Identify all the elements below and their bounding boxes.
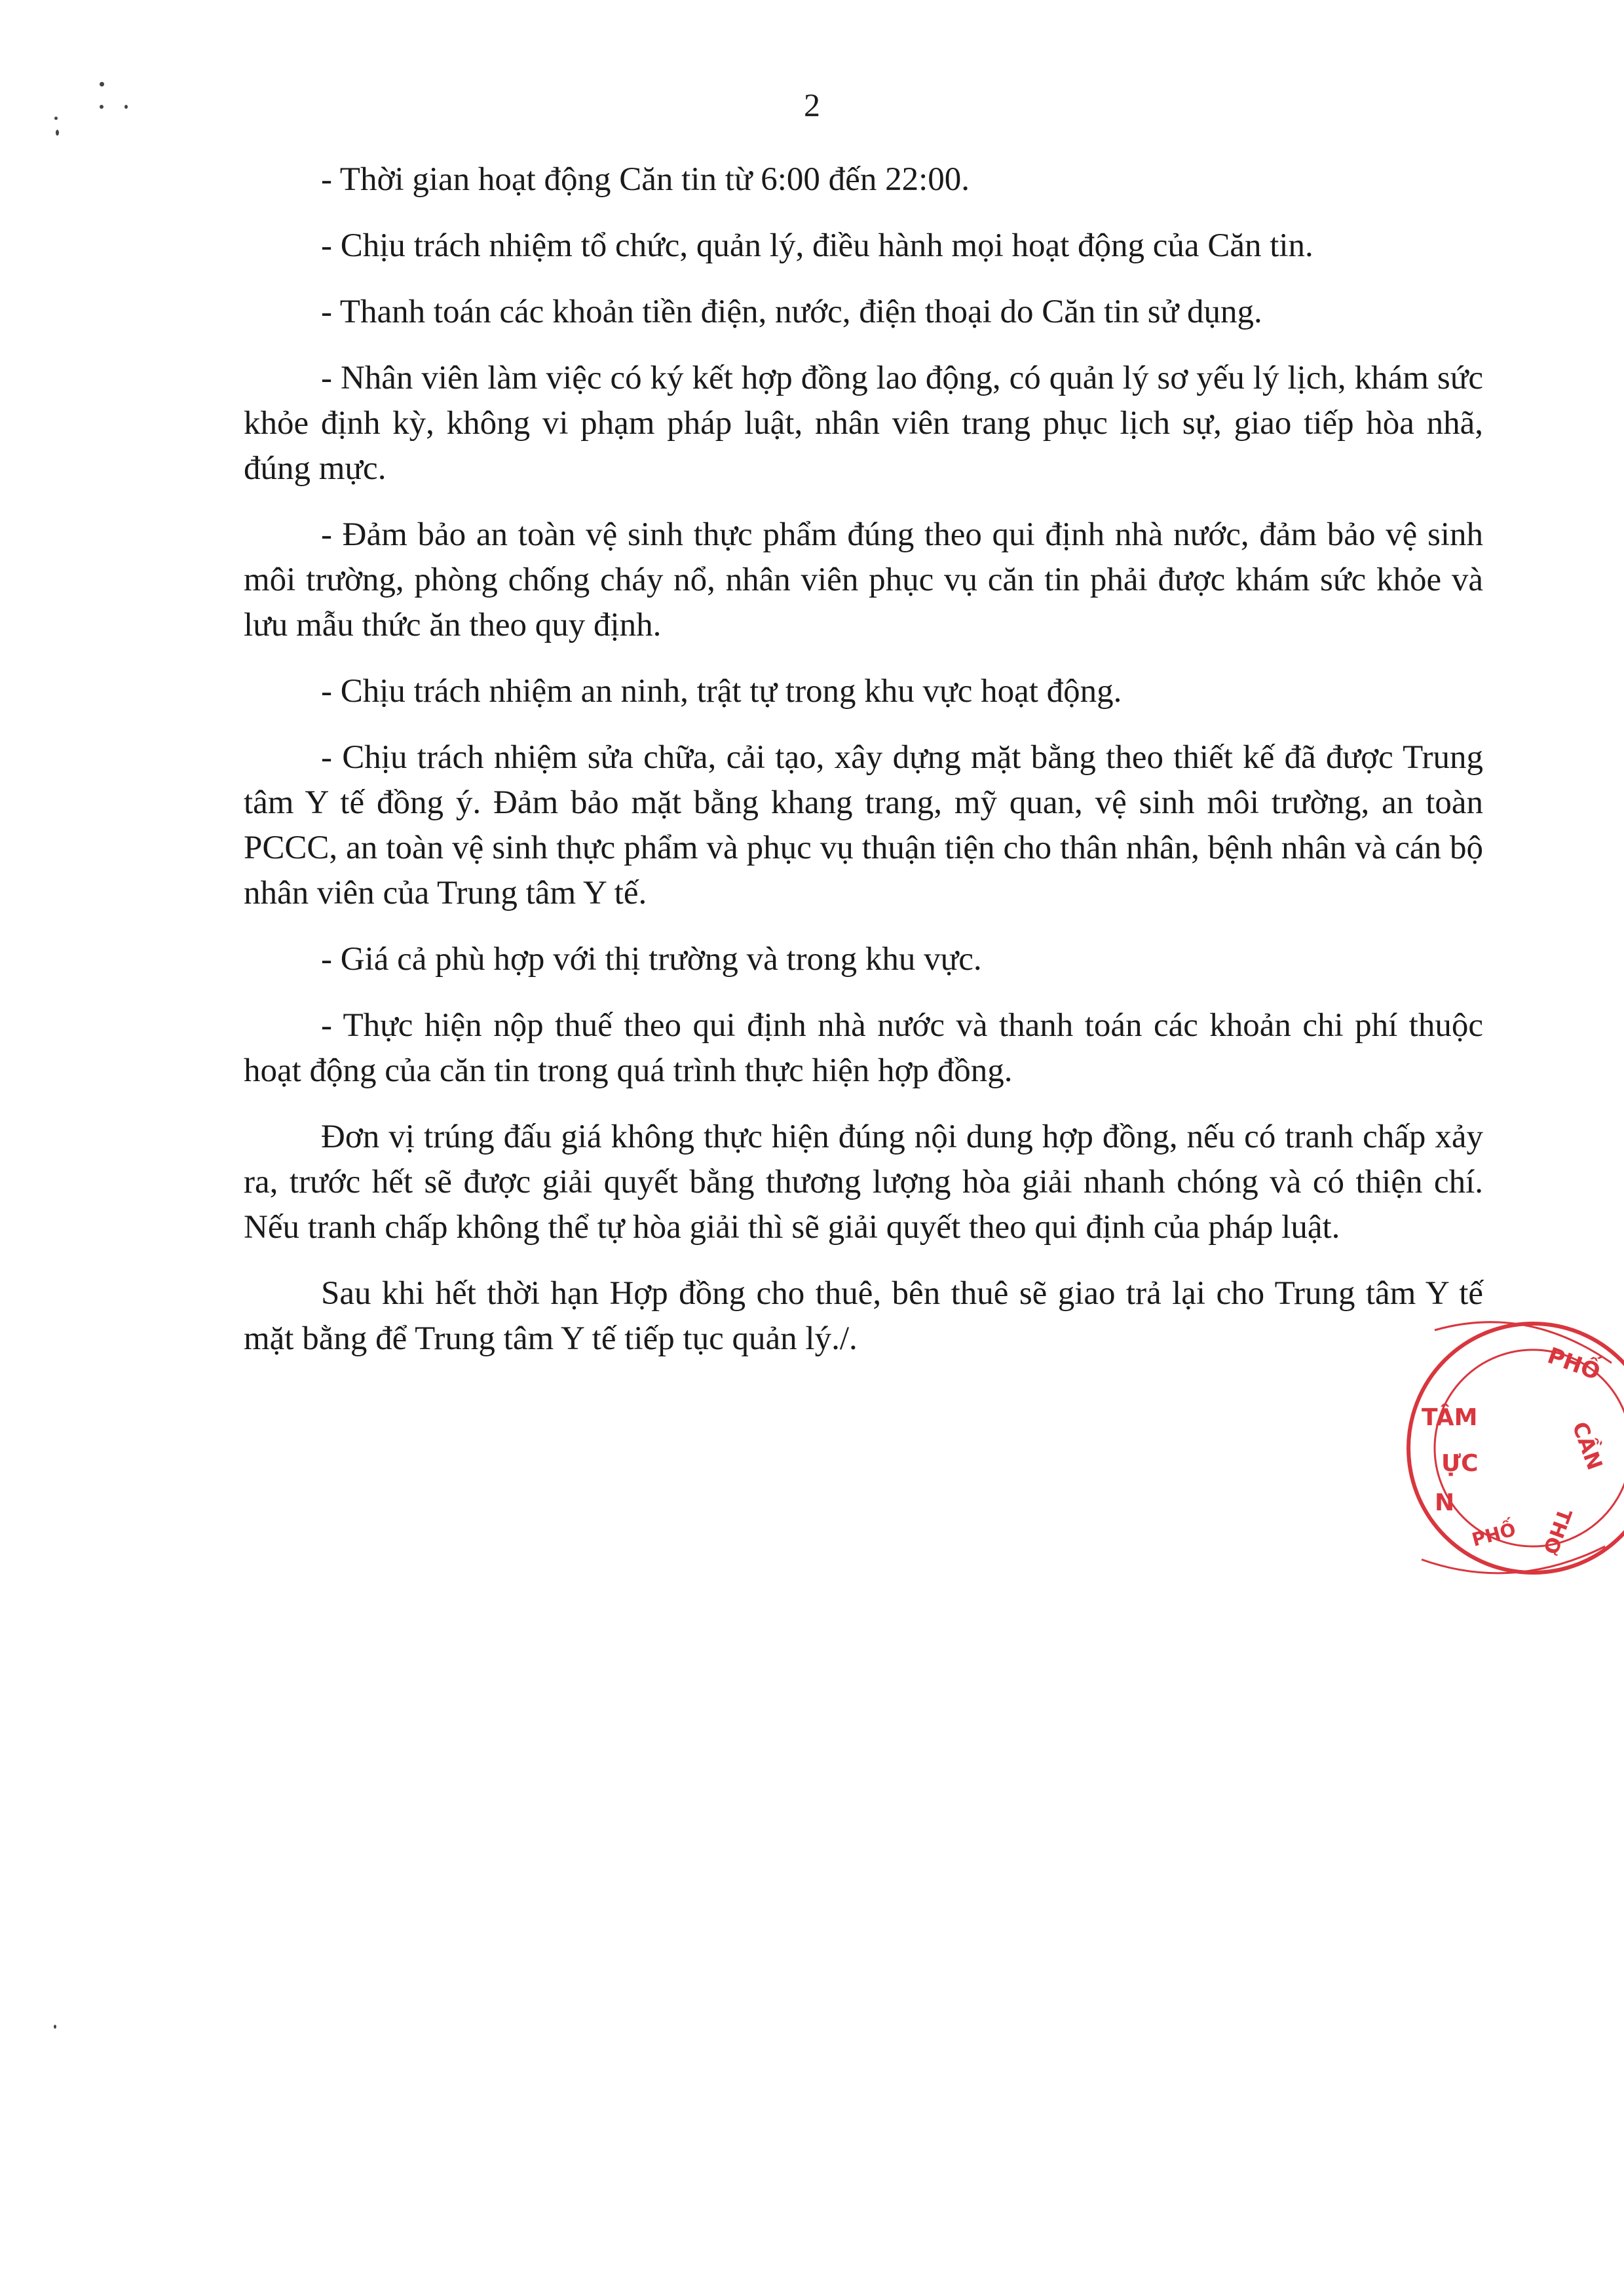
paragraph-utility-payment: - Thanh toán các khoản tiền điện, nước, điện thoại do Căn tin sử dụng. (321, 294, 1262, 330)
scan-speck (54, 117, 58, 120)
paragraph-renovation: - Chịu trách nhiệm sửa chữa, cải tạo, xây dựng mặt bằng theo thiết kế đã được Trung tâm Y tế đồng ý. Đảm bảo mặt bằng khang trang, mỹ quan, vệ sinh môi trường, an toàn PCCC, an toàn vệ sinh thực phẩm và phục vụ thuận tiện cho thân nhân, bệnh nhân và cán bộ nhân viên của Trung tâm Y tế. (244, 739, 1483, 911)
paragraph-pricing: - Giá cả phù hợp với thị trường và trong khu vực. (321, 941, 982, 978)
svg-text:CẦN: CẦN (1567, 1418, 1608, 1474)
paragraph-food-safety: - Đảm bảo an toàn vệ sinh thực phẩm đúng theo qui định nhà nước, đảm bảo vệ sinh môi trường, phòng chống cháy nổ, nhân viên phục vụ căn tin phải được khám sức khỏe và lưu mẫu thức ăn theo quy định. (244, 516, 1483, 643)
scan-speck (100, 105, 104, 109)
document-body (244, 157, 1483, 1383)
scan-speck (100, 82, 104, 86)
paragraph-tax: - Thực hiện nộp thuế theo qui định nhà nước và thanh toán các khoản chi phí thuộc hoạt động của căn tin trong quá trình thực hiện hợp đồng. (244, 1007, 1483, 1089)
scan-speck (124, 105, 128, 109)
paragraph-dispute-resolution: Đơn vị trúng đấu giá không thực hiện đúng nội dung hợp đồng, nếu có tranh chấp xảy ra, trước hết sẽ được giải quyết bằng thương lượng hòa giải nhanh chóng và có thiện chí. Nếu tranh chấp không thể tự hòa giải thì sẽ giải quyết theo qui định của pháp luật. (244, 1119, 1483, 1246)
svg-text:PHỐ: PHỐ (1543, 1342, 1604, 1386)
paragraph-operating-hours: - Thời gian hoạt động Căn tin từ 6:00 đến 22:00. (321, 161, 970, 198)
svg-text:ỰC: ỰC (1441, 1450, 1479, 1477)
svg-text:N: N (1435, 1489, 1455, 1516)
red-seal-stamp (1395, 1311, 1624, 1586)
paragraph-contract-end: Sau khi hết thời hạn Hợp đồng cho thuê, bên thuê sẽ giao trả lại cho Trung tâm Y tế mặt bằng để Trung tâm Y tế tiếp tục quản lý./. (244, 1275, 1483, 1357)
scan-speck (56, 130, 59, 136)
svg-text:TÂM: TÂM (1422, 1404, 1478, 1431)
scan-speck (54, 2025, 56, 2029)
paragraph-management-responsibility: - Chịu trách nhiệm tổ chức, quản lý, điều hành mọi hoạt động của Căn tin. (321, 227, 1313, 264)
svg-text:PHỐ: PHỐ (1469, 1518, 1519, 1551)
paragraph-staff-requirements: - Nhân viên làm việc có ký kết hợp đồng lao động, có quản lý sơ yếu lý lịch, khám sức khỏe định kỳ, không vi phạm pháp luật, nhân viên trang phục lịch sự, giao tiếp hòa nhã, đúng mực. (244, 360, 1483, 487)
svg-text:THƠ: THƠ (1538, 1505, 1576, 1558)
paragraph-security: - Chịu trách nhiệm an ninh, trật tự trong khu vực hoạt động. (321, 673, 1122, 710)
page-number: 2 (804, 86, 820, 123)
